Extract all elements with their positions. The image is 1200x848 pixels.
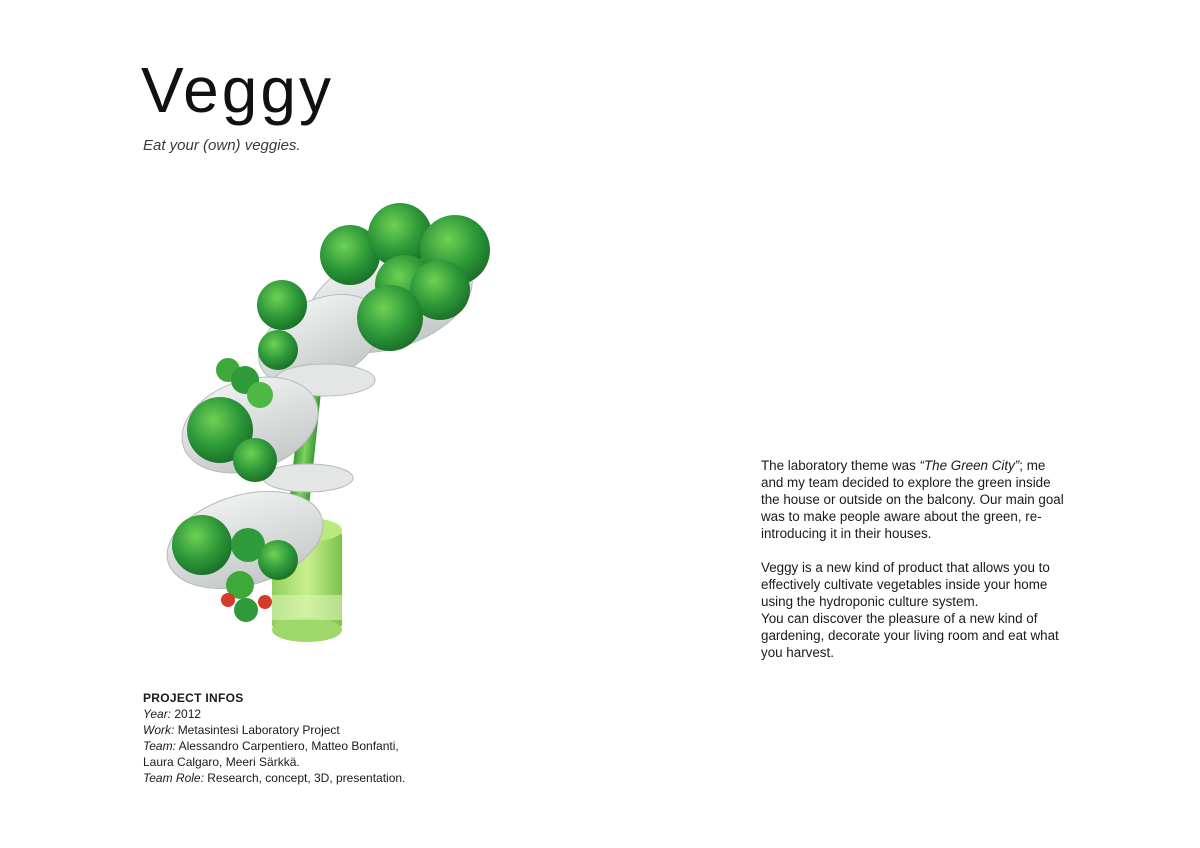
description-p2-line2: You can discover the pleasure of a new kind of gardening, decorate your living room and eat what you harvest.	[761, 611, 1059, 660]
project-team-value-line1: Alessandro Carpentiero, Matteo Bonfanti,	[178, 739, 399, 753]
project-year-value: 2012	[174, 707, 202, 721]
project-year	[143, 706, 443, 722]
project-year-label: Year:	[143, 707, 172, 721]
description-p1-quote: “The Green City”	[919, 458, 1020, 473]
description-p1-before: The laboratory theme was	[761, 458, 920, 473]
project-infos-heading: PROJECT INFOS	[143, 691, 244, 705]
description-paragraph-2	[761, 559, 1066, 661]
project-role	[143, 770, 443, 786]
project-role-label: Team Role:	[143, 771, 204, 785]
project-infos	[143, 690, 443, 786]
description-paragraph-1	[761, 457, 1066, 542]
page-subtitle: Eat your (own) veggies.	[143, 137, 301, 154]
plant-tower-illustration	[160, 200, 510, 650]
project-role-value: Research, concept, 3D, presentation.	[207, 771, 406, 785]
project-team-label: Team:	[143, 739, 176, 753]
project-description	[761, 457, 1066, 661]
project-work	[143, 722, 443, 738]
description-p1-after: ; me and my team decided to explore the green inside the house or outside on the balcony. Our main goal was to make people aware about the green, re-introducing it in their houses.	[761, 458, 1064, 541]
page-title: Veggy	[141, 54, 334, 126]
project-team	[143, 738, 443, 754]
description-p2-line1: Veggy is a new kind of product that allows you to effectively cultivate vegetables inside your home using the hydroponic culture system.	[761, 560, 1050, 609]
project-work-value: Metasintesi Laboratory Project	[177, 723, 340, 737]
project-work-label: Work:	[143, 723, 175, 737]
project-team-line2: Laura Calgaro, Meeri Särkkä.	[143, 755, 300, 769]
